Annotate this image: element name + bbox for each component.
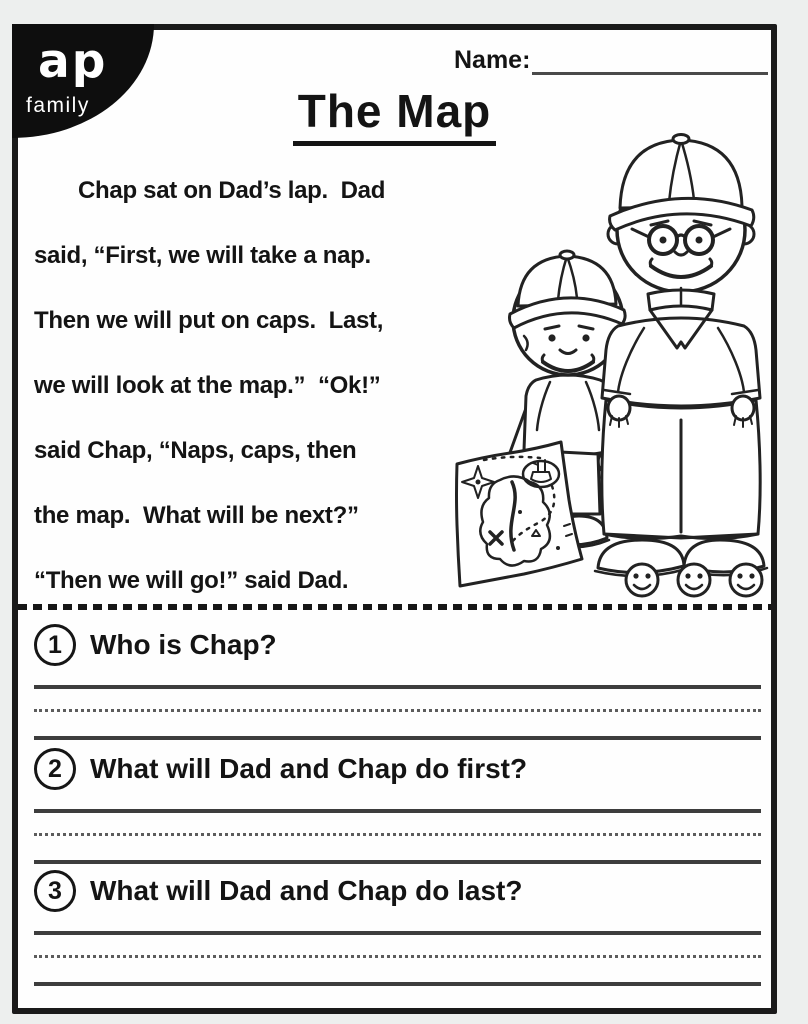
answer-line-dotted[interactable] — [34, 833, 761, 836]
question-block-1 — [34, 622, 761, 740]
passage-line: “Then we will go!” said Dad. — [34, 567, 349, 594]
question-block-3 — [34, 868, 761, 986]
answer-line-solid[interactable] — [34, 931, 761, 935]
passage-line: Then we will put on caps. Last, — [34, 307, 384, 334]
answer-line-solid[interactable] — [34, 982, 761, 986]
question-number: 3 — [34, 870, 76, 912]
dad-and-chap-illustration — [448, 130, 780, 605]
dad-figure — [595, 135, 767, 577]
reading-passage — [34, 158, 385, 613]
brand-badge-word-family-type: ap — [38, 34, 108, 89]
passage-line: Chap sat on Dad’s lap. Dad — [78, 177, 386, 204]
question-number: 1 — [34, 624, 76, 666]
question-text: What will Dad and Chap do first? — [90, 753, 528, 784]
passage-line: said Chap, “Naps, caps, then — [34, 437, 357, 464]
answer-line-solid[interactable] — [34, 736, 761, 740]
smiley-icon — [626, 564, 658, 596]
answer-line-solid[interactable] — [34, 860, 761, 864]
page-title: The Map — [293, 84, 497, 146]
dashed-divider — [18, 604, 771, 610]
answer-line-dotted[interactable] — [34, 709, 761, 712]
smiley-icon — [730, 564, 762, 596]
worksheet-page — [12, 24, 777, 1014]
passage-line: we will look at the map.” “Ok!” — [34, 372, 381, 399]
answer-line-solid[interactable] — [34, 685, 761, 689]
name-field-row — [454, 46, 768, 75]
brand-badge-family-label: family — [26, 94, 90, 117]
passage-line: said, “First, we will take a nap. — [34, 242, 371, 269]
name-label: Name: — [454, 46, 531, 74]
question-text: What will Dad and Chap do last? — [90, 875, 523, 906]
passage-line: the map. What will be next?” — [34, 502, 359, 529]
answer-line-dotted[interactable] — [34, 955, 761, 958]
question-text: Who is Chap? — [90, 629, 277, 660]
smiley-icon — [678, 564, 710, 596]
name-input-line[interactable] — [532, 46, 768, 75]
answer-line-solid[interactable] — [34, 809, 761, 813]
treasure-map — [457, 442, 583, 586]
question-number: 2 — [34, 748, 76, 790]
question-block-2 — [34, 746, 761, 864]
